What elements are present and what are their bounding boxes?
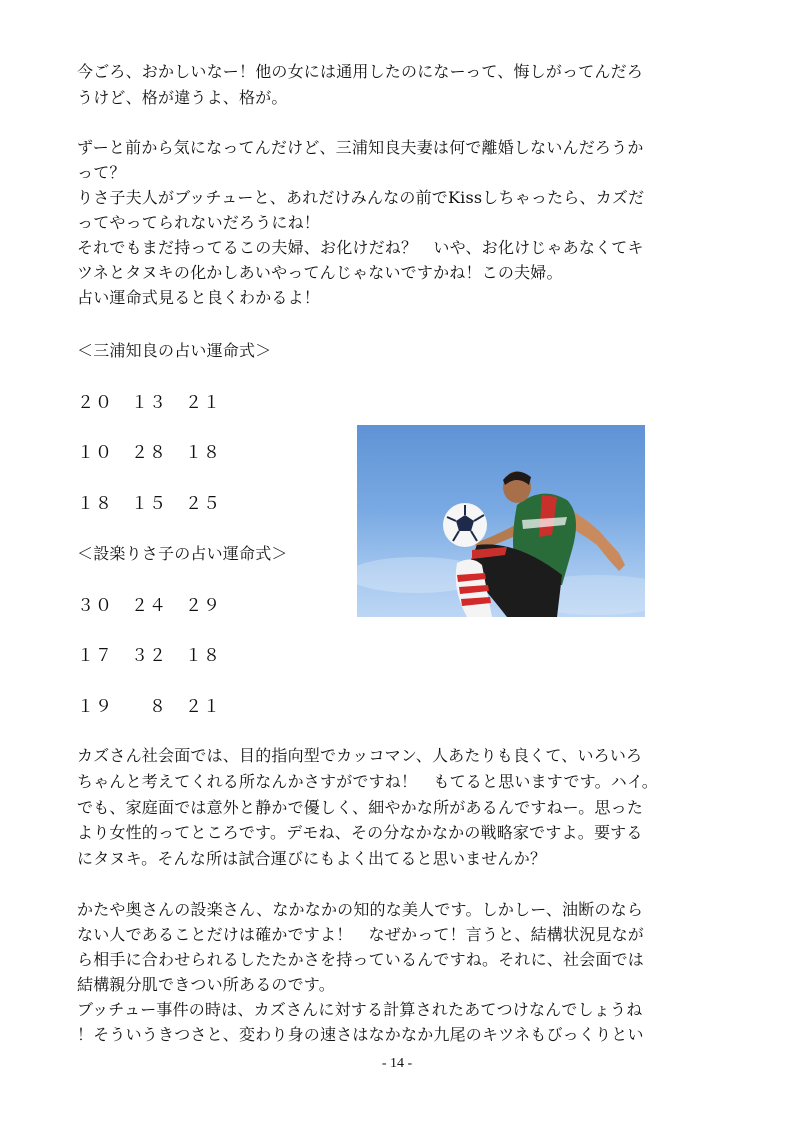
- paragraph-4-line: ら相手に合わせられるしたたかさを持っているんですね。それに、社会面では: [77, 950, 645, 969]
- page-number: - 14 -: [381, 1056, 413, 1071]
- paragraph-3-line: より女性的ってところです。デモね、その分なかなかの戦略家ですよ。要する: [77, 823, 643, 842]
- shitara-fortune-heading: ＜設楽りさ子の占い運命式＞: [77, 544, 288, 563]
- shitara-fortune-row: ３０ ２４ ２９: [77, 596, 221, 616]
- paragraph-2-line: りさ子夫人がブッチューと、あれだけみんなの前でKissしちゃったら、カズだ: [77, 188, 645, 207]
- soccer-player-photo: [357, 425, 645, 617]
- paragraph-2-line: ずーと前から気になってんだけど、三浦知良夫妻は何で離婚しないんだろうか: [77, 138, 644, 157]
- paragraph-4-line: ブッチュー事件の時は、カズさんに対する計算されたあてつけなんでしょうね: [77, 1000, 643, 1019]
- paragraph-4-line: 結構親分肌できつい所あるのです。: [77, 975, 335, 994]
- paragraph-2-line: ツネとタヌキの化かしあいやってんじゃないですかね！この夫婦。: [77, 263, 563, 282]
- paragraph-1-line: うけど、格が違うよ、格が。: [77, 88, 288, 107]
- shitara-fortune-row: １９ ８ ２１: [77, 697, 221, 717]
- miura-fortune-row: １０ ２８ １８: [77, 443, 221, 463]
- paragraph-4-line: かたや奥さんの設楽さん、なかなかの知的な美人です。しかしー、油断のなら: [77, 900, 644, 919]
- paragraph-2-line: 占い運命式見ると良くわかるよ！: [77, 288, 321, 307]
- paragraph-3-line: でも、家庭面では意外と静かで優しく、細やかな所があるんですねー。思った: [77, 798, 644, 817]
- paragraph-2-line: って？: [77, 163, 126, 182]
- paragraph-3-line: ちゃんと考えてくれる所なんかさすがですね！ もてると思いますです。ハイ。: [77, 772, 658, 791]
- paragraph-1-line: 今ごろ、おかしいなー！他の女には通用したのになーって、悔しがってんだろ: [77, 62, 644, 81]
- paragraph-2-line: それでもまだ持ってるこの夫婦、お化けだね？ いや、お化けじゃあなくてキ: [77, 238, 644, 257]
- paragraph-3-line: にタヌキ。そんな所は試合運びにもよく出てると思いませんか？: [77, 849, 547, 868]
- shitara-fortune-row: １７ ３２ １８: [77, 646, 221, 666]
- paragraph-3-line: カズさん社会面では、目的指向型でカッコマン、人あたりも良くて、いろいろ: [77, 746, 643, 765]
- soccer-player-illustration: [357, 425, 645, 617]
- miura-fortune-heading: ＜三浦知良の占い運命式＞: [77, 341, 272, 360]
- paragraph-2-line: ってやってられないだろうにね！: [77, 213, 321, 232]
- paragraph-4-line: ！そういうきつさと、変わり身の速さはなかなか九尾のキツネもびっくりとい: [77, 1025, 644, 1044]
- paragraph-4-line: ない人であることだけは確かですよ！ なぜかって！言うと、結構状況見なが: [77, 925, 645, 944]
- miura-fortune-row: ２０ １３ ２１: [77, 393, 221, 413]
- miura-fortune-row: １８ １５ ２５: [77, 494, 221, 514]
